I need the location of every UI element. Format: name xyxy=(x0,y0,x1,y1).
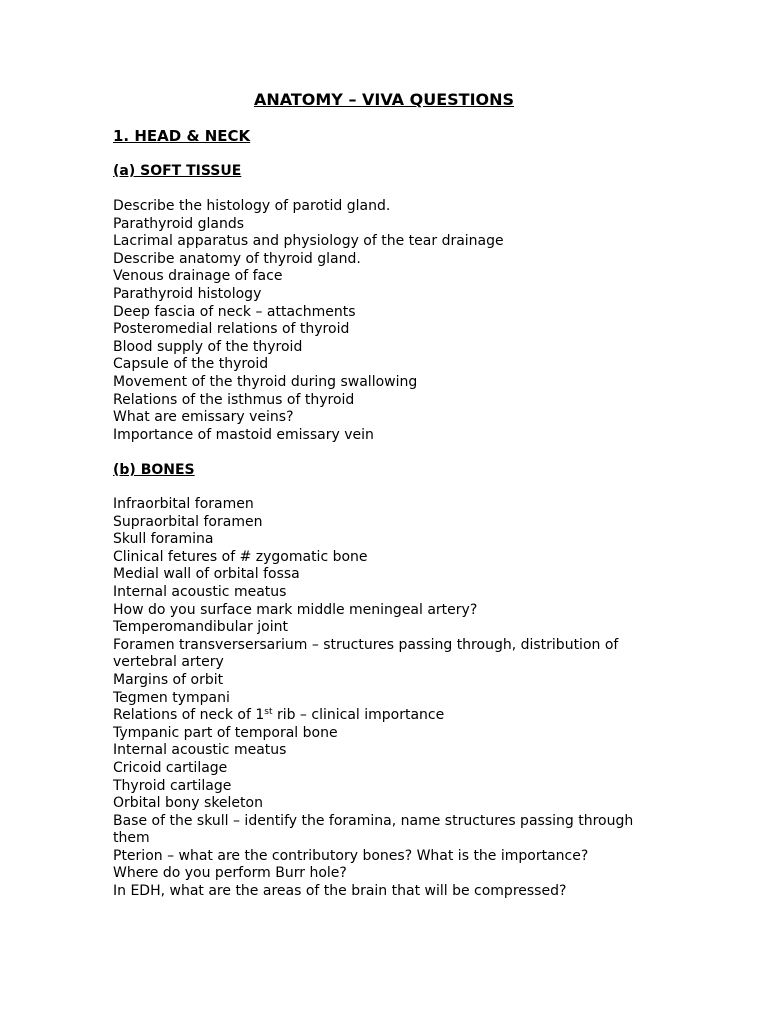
list-item: Infraorbital foramen xyxy=(113,496,254,512)
list-item: Blood supply of the thyroid xyxy=(113,338,303,355)
list-item: Base of the skull – identify the foramina, name structures passing through them xyxy=(113,812,638,847)
list-item: Tegmen tympani xyxy=(113,689,230,706)
list-item: Posteromedial relations of thyroid xyxy=(113,321,350,338)
subheading-soft-tissue: (a) SOFT TISSUE xyxy=(113,163,242,179)
list-item: Deep fascia of neck – attachments xyxy=(113,303,356,320)
list-item: Parathyroid glands xyxy=(113,215,245,232)
list-item: Tympanic part of temporal bone xyxy=(113,724,338,741)
list-item: Describe the histology of parotid gland. xyxy=(113,198,391,214)
list-item: How do you surface mark middle meningeal artery? xyxy=(113,601,478,618)
list-item: Capsule of the thyroid xyxy=(113,356,269,373)
list-item: Supraorbital foramen xyxy=(113,513,263,530)
rib-question-end: rib – clinical importance xyxy=(272,707,445,724)
ordinal-suffix: st xyxy=(264,707,273,718)
list-item: Relations of the isthmus of thyroid xyxy=(113,391,355,408)
list-item: Skull foramina xyxy=(113,531,214,548)
list-item: Where do you perform Burr hole? xyxy=(113,865,347,882)
soft-tissue-question-list xyxy=(113,198,653,444)
list-item: Temperomandibular joint xyxy=(113,619,288,636)
list-item: Medial wall of orbital fossa xyxy=(113,566,300,583)
list-item: Lacrimal apparatus and physiology of the tear drainage xyxy=(113,233,504,250)
list-item: What are emissary veins? xyxy=(113,409,294,426)
bones-question-list xyxy=(113,496,653,901)
page-title: ANATOMY – VIVA QUESTIONS xyxy=(253,90,515,109)
list-item: In EDH, what are the areas of the brain that will be compressed? xyxy=(113,883,567,900)
section-heading-head-neck: 1. HEAD & NECK xyxy=(113,127,251,145)
list-item: Describe anatomy of thyroid gland. xyxy=(113,250,361,267)
list-item: Margins of orbit xyxy=(113,671,224,688)
list-item: Foramen transversersarium – structures passing through, distribution of vertebral artery xyxy=(113,636,623,671)
list-item: Orbital bony skeleton xyxy=(113,795,263,812)
list-item: Thyroid cartilage xyxy=(113,777,232,794)
list-item: Internal acoustic meatus xyxy=(113,583,287,600)
subheading-bones: (b) BONES xyxy=(113,462,195,478)
list-item: Movement of the thyroid during swallowing xyxy=(113,373,418,390)
list-item: Internal acoustic meatus xyxy=(113,742,287,759)
rib-question-start: Relations of neck of 1 xyxy=(113,707,265,724)
list-item: Clinical fetures of # zygomatic bone xyxy=(113,548,368,565)
list-item-rib xyxy=(113,707,653,725)
list-item: Venous drainage of face xyxy=(113,268,283,285)
list-item: Importance of mastoid emissary vein xyxy=(113,426,374,443)
list-item: Pterion – what are the contributory bones? What is the importance? xyxy=(113,847,589,864)
list-item: Parathyroid histology xyxy=(113,285,262,302)
list-item: Cricoid cartilage xyxy=(113,759,228,776)
